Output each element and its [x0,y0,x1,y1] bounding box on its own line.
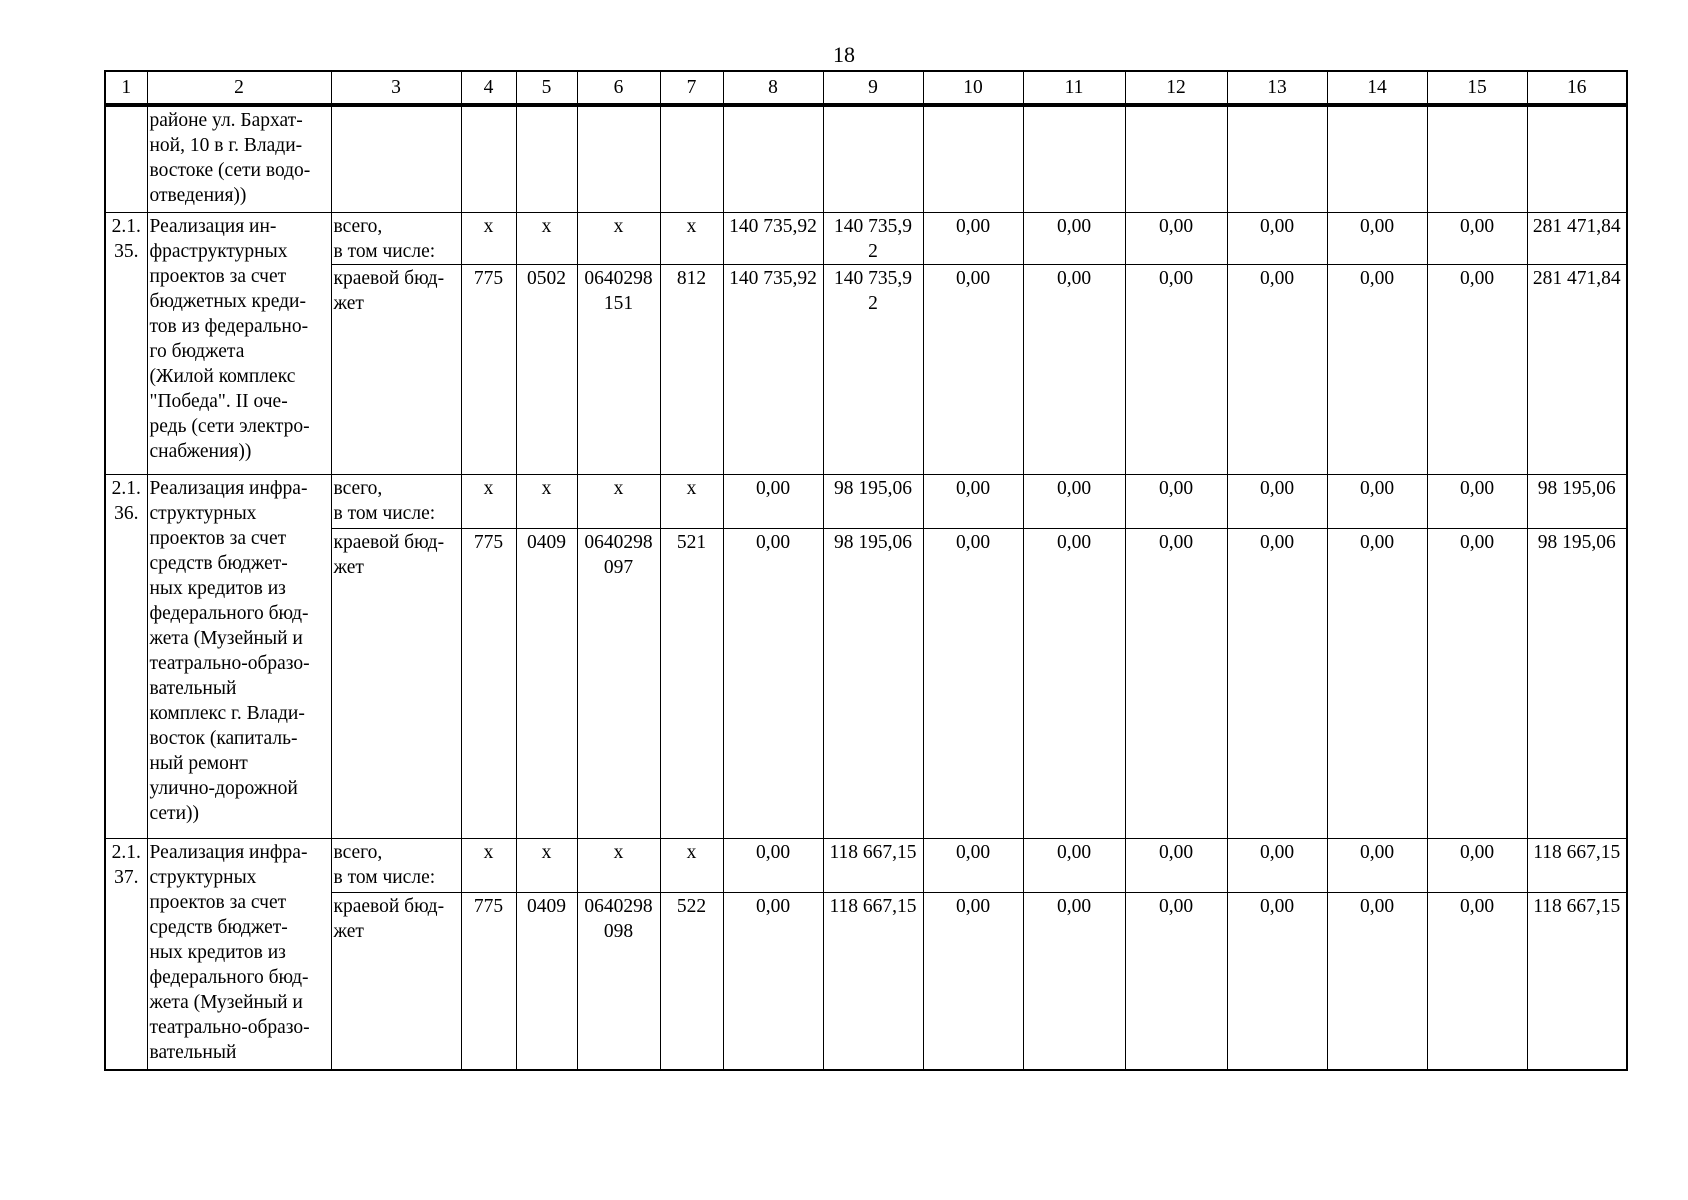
cell-c10 [923,106,1023,212]
source-line: в том числе: [333,502,436,524]
cell-c10: 0,00 [923,528,1023,838]
cell-c14: 0,00 [1327,838,1427,892]
cell-source [331,106,461,212]
cell-c14 [1327,106,1427,212]
cell-c10: 0,00 [923,264,1023,474]
cell-c15: 0,00 [1427,528,1527,838]
column-number: 13 [1227,71,1327,104]
column-number: 10 [923,71,1023,104]
cell-c11: 0,00 [1023,892,1125,1070]
cell-c13: 0,00 [1227,892,1327,1070]
cell-c5: 0502 [516,264,577,474]
c6-line: 097 [603,556,634,578]
c6-line: x [613,477,624,499]
cell-c13: 0,00 [1227,838,1327,892]
column-number: 14 [1327,71,1427,104]
name-line: Реализация инфра- [149,841,308,863]
cell-c11: 0,00 [1023,264,1125,474]
cell-c6 [577,892,660,1070]
source-line: жет [333,292,364,314]
source-line: в том числе: [333,240,436,262]
cell-c8: 0,00 [723,892,823,1070]
cell-c9 [823,528,923,838]
cell-c12: 0,00 [1125,212,1227,264]
name-line: тов из федерально- [149,315,309,337]
name-line: сети)) [149,802,199,824]
cell-c4: 775 [461,528,516,838]
name-line: жета (Музейный и [149,991,303,1013]
name-line: федерального бюд- [149,966,309,988]
source-line: всего, [333,477,383,499]
c9-line: 140 735,9 [834,215,912,237]
cell-c9 [823,106,923,212]
name-line: жета (Музейный и [149,627,303,649]
cell-c6 [577,264,660,474]
c9-line: 98 195,06 [834,477,912,499]
c6-line: x [613,841,624,863]
cell-c10: 0,00 [923,212,1023,264]
c9-line: 2 [868,240,878,262]
cell-c8: 0,00 [723,838,823,892]
cell-c4: x [461,212,516,264]
cell-c7: 812 [660,264,723,474]
carryover-row [105,106,1627,212]
measure-row-total [105,212,1627,264]
cell-c7: 522 [660,892,723,1070]
cell-c9 [823,892,923,1070]
column-number: 2 [147,71,331,104]
cell-name [147,838,331,1070]
c6-line: 0640298 [584,895,653,917]
name-line: (Жилой комплекс [149,365,296,387]
name-line: улично-дорожной [149,777,298,799]
num-line: 2.1. [111,477,141,499]
name-line: театрально-образо- [149,652,310,674]
cell-c10: 0,00 [923,474,1023,528]
cell-source [331,892,461,1070]
name-line: отведения)) [149,185,247,206]
name-line: ных кредитов из [149,577,286,599]
name-line: вательный [149,677,237,699]
cell-c8: 140 735,92 [723,264,823,474]
column-number-header [104,70,1628,105]
cell-c15 [1427,106,1527,212]
cell-c15: 0,00 [1427,212,1527,264]
cell-c6 [577,838,660,892]
name-line: средств бюджет- [149,552,288,574]
name-line: восток (капиталь- [149,727,298,749]
cell-source [331,212,461,264]
name-line: редь (сети электро- [149,415,310,437]
cell-c11: 0,00 [1023,212,1125,264]
c9-line: 140 735,9 [834,267,912,289]
cell-c11: 0,00 [1023,528,1125,838]
cell-c11: 0,00 [1023,838,1125,892]
cell-c15: 0,00 [1427,892,1527,1070]
cell-c11: 0,00 [1023,474,1125,528]
cell-c14: 0,00 [1327,212,1427,264]
num-line: 36. [114,502,139,524]
cell-c16: 98 195,06 [1527,474,1627,528]
cell-c14: 0,00 [1327,528,1427,838]
cell-c14: 0,00 [1327,892,1427,1070]
source-line: краевой бюд- [333,895,445,917]
name-line: проектов за счет [149,265,287,287]
cell-c16 [1527,106,1627,212]
measure-row-regional [105,528,1627,838]
cell-c5: x [516,838,577,892]
name-line: ный ремонт [149,752,248,774]
cell-c16: 118 667,15 [1527,838,1627,892]
name-line: проектов за счет [149,891,287,913]
measure-row-total [105,474,1627,528]
name-line: снабжения)) [149,440,252,462]
budget-table [104,105,1628,1071]
cell-c7: 521 [660,528,723,838]
cell-c13: 0,00 [1227,212,1327,264]
cell-c8: 0,00 [723,474,823,528]
name-line: бюджетных креди- [149,290,306,312]
cell-c15: 0,00 [1427,474,1527,528]
measure-row-regional [105,892,1627,1070]
cell-c7: x [660,474,723,528]
table-body [105,106,1627,1070]
name-line: ных кредитов из [149,941,286,963]
name-line: районе ул. Бархат- [149,110,303,131]
cell-c16: 98 195,06 [1527,528,1627,838]
cell-c15: 0,00 [1427,838,1527,892]
cell-c16: 281 471,84 [1527,264,1627,474]
cell-source [331,474,461,528]
cell-c16: 118 667,15 [1527,892,1627,1070]
cell-c7: x [660,838,723,892]
cell-c9 [823,838,923,892]
cell-c5 [516,106,577,212]
column-number: 1 [105,71,147,104]
cell-c12: 0,00 [1125,838,1227,892]
column-number: 16 [1527,71,1627,104]
cell-name [147,212,331,474]
column-number: 12 [1125,71,1227,104]
name-line: вательный [149,1041,237,1063]
name-line: средств бюджет- [149,916,288,938]
cell-c6 [577,106,660,212]
cell-c13: 0,00 [1227,264,1327,474]
name-line: "Победа". II оче- [149,390,288,412]
cell-c7 [660,106,723,212]
cell-name [147,474,331,838]
cell-num [105,838,147,1070]
name-line: структурных [149,502,257,524]
source-line: краевой бюд- [333,531,445,553]
cell-c5: x [516,474,577,528]
source-line: жет [333,556,364,578]
name-line: федерального бюд- [149,602,309,624]
cell-num [105,106,147,212]
column-number: 7 [660,71,723,104]
num-line: 37. [114,866,139,888]
cell-c6 [577,528,660,838]
c6-line: 098 [603,920,634,942]
cell-num [105,474,147,838]
cell-c10: 0,00 [923,892,1023,1070]
cell-c6 [577,474,660,528]
cell-c14: 0,00 [1327,474,1427,528]
cell-c7: x [660,212,723,264]
column-number: 4 [461,71,516,104]
cell-c13: 0,00 [1227,528,1327,838]
page-number: 18 [833,42,855,67]
cell-c4: 775 [461,892,516,1070]
c6-line: 0640298 [584,531,653,553]
cell-name [147,106,331,212]
cell-c12: 0,00 [1125,892,1227,1070]
cell-c10: 0,00 [923,838,1023,892]
cell-source [331,264,461,474]
name-line: фраструктурных [149,240,288,262]
c6-line: 151 [603,292,634,314]
cell-c4: x [461,474,516,528]
cell-c13 [1227,106,1327,212]
cell-c11 [1023,106,1125,212]
c9-line: 118 667,15 [829,841,917,863]
cell-c4: x [461,838,516,892]
cell-c4: 775 [461,264,516,474]
cell-c14: 0,00 [1327,264,1427,474]
column-number: 9 [823,71,923,104]
source-line: всего, [333,215,383,237]
name-line: го бюджета [149,340,245,362]
cell-source [331,528,461,838]
name-line: ной, 10 в г. Влади- [149,135,303,156]
cell-c5: x [516,212,577,264]
name-line: проектов за счет [149,527,287,549]
cell-c8 [723,106,823,212]
c9-line: 118 667,15 [829,895,917,917]
c9-line: 2 [868,292,878,314]
column-number-row [105,71,1627,104]
cell-c16: 281 471,84 [1527,212,1627,264]
num-line: 2.1. [111,215,141,237]
num-line: 2.1. [111,841,141,863]
num-line: 35. [114,240,139,262]
measure-row-regional [105,264,1627,474]
column-number: 15 [1427,71,1527,104]
source-line: жет [333,920,364,942]
column-number: 8 [723,71,823,104]
column-number: 3 [331,71,461,104]
name-line: структурных [149,866,257,888]
cell-c12 [1125,106,1227,212]
cell-c9 [823,212,923,264]
source-line: краевой бюд- [333,267,445,289]
cell-c5: 0409 [516,892,577,1070]
column-number: 6 [577,71,660,104]
name-line: комплекс г. Влади- [149,702,305,724]
source-line: всего, [333,841,383,863]
column-number: 11 [1023,71,1125,104]
name-line: Реализация инфра- [149,477,308,499]
cell-c15: 0,00 [1427,264,1527,474]
cell-c8: 140 735,92 [723,212,823,264]
c6-line: x [613,215,624,237]
c6-line: 0640298 [584,267,653,289]
cell-c4 [461,106,516,212]
cell-c8: 0,00 [723,528,823,838]
cell-c5: 0409 [516,528,577,838]
measure-row-total [105,838,1627,892]
cell-num [105,212,147,474]
cell-c9 [823,474,923,528]
column-number: 5 [516,71,577,104]
name-line: Реализация ин- [149,215,277,237]
cell-c9 [823,264,923,474]
name-line: театрально-образо- [149,1016,310,1038]
cell-c13: 0,00 [1227,474,1327,528]
source-line: в том числе: [333,866,436,888]
cell-c12: 0,00 [1125,528,1227,838]
cell-c6 [577,212,660,264]
cell-source [331,838,461,892]
name-line: востоке (сети водо- [149,160,311,181]
cell-c12: 0,00 [1125,474,1227,528]
c9-line: 98 195,06 [834,531,912,553]
cell-c12: 0,00 [1125,264,1227,474]
